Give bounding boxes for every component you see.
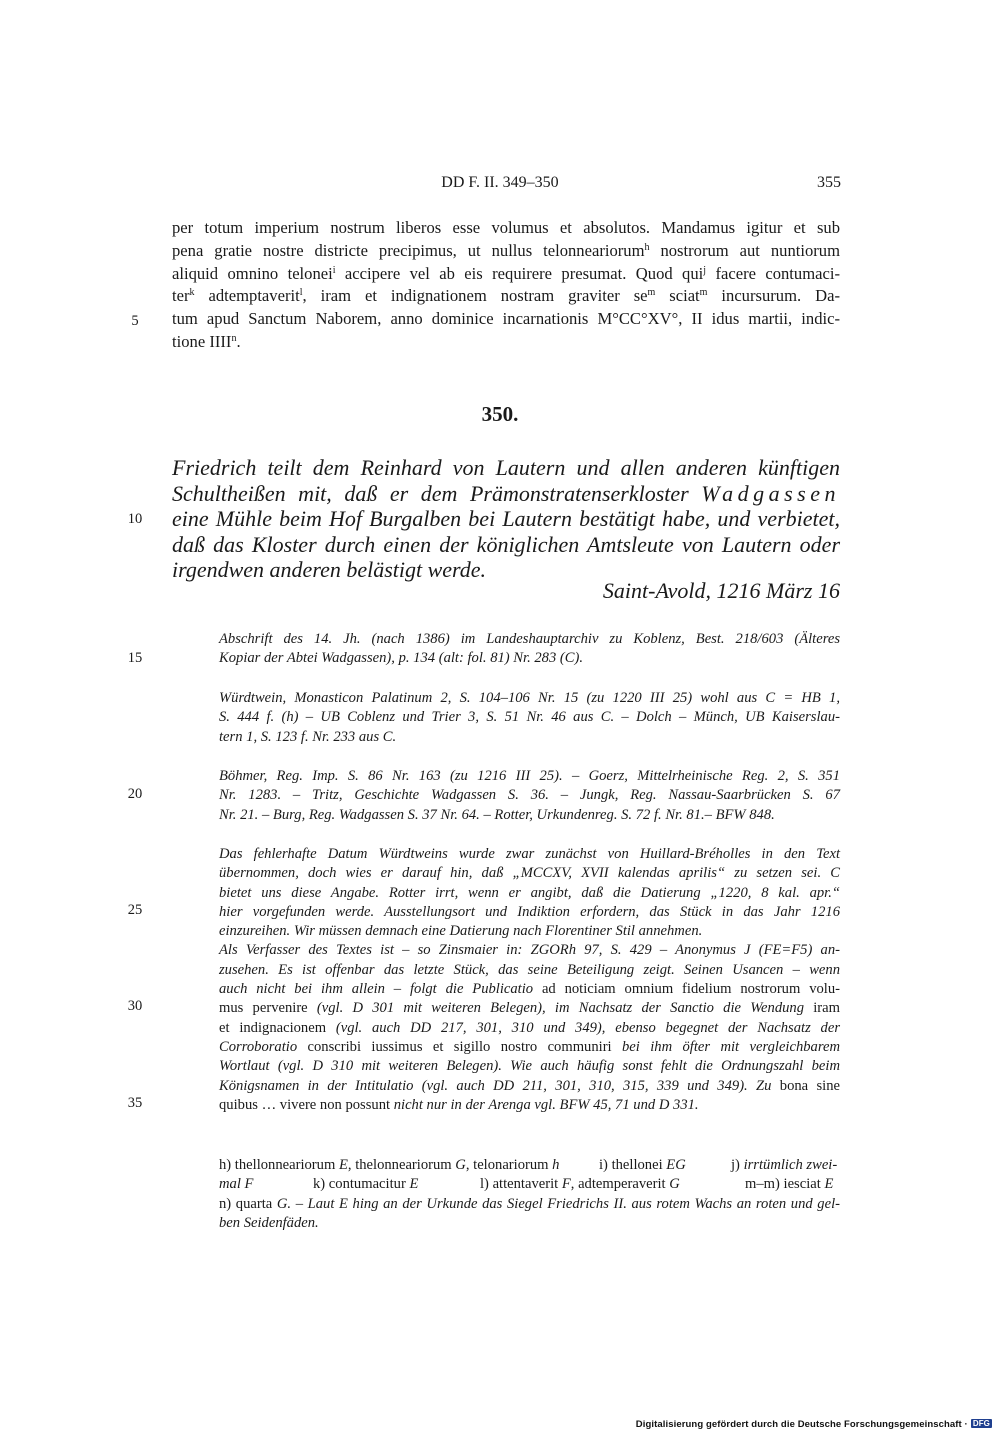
regest-line: irgendwen anderen belästigt werde. (172, 557, 487, 582)
regest-line: Schultheißen mit, daß er dem Prämonstratenserkloster Wadgassen (172, 480, 840, 506)
previous-document-text (172, 217, 840, 354)
text-line: tione IIII$^n$. (172, 331, 241, 351)
critical-apparatus (219, 1156, 840, 1233)
text-line: tum apud Sanctum Naborem, anno dominice incarnationis M°CC°XV°, II idus martii, indic- (172, 309, 840, 329)
text-line: per totum imperium nostrum liberos esse volumus et absolutos. Mandamus igitur et sub (172, 218, 840, 237)
line-number: 20 (127, 786, 143, 802)
footnote-marker: m (699, 287, 708, 299)
footnote-marker: i (332, 264, 336, 276)
regest-line: eine Mühle beim Hof Burgalben bei Lautern bestätigt habe, und verbietet, (172, 506, 840, 531)
line-number: 35 (127, 1095, 143, 1111)
document-number: 350. (481, 402, 519, 426)
place-name: Wadgassen (701, 480, 840, 506)
text-line: pena gratie nostre districte precipimus, ut nullus telonneariorum$^h$ nostrorum aut nuntiorum (172, 240, 840, 260)
line-number: 30 (127, 998, 143, 1014)
apparatus-line: mal F k) contumacitur E l) attentaverit F, adtemperaverit G m–m) iesciat E (219, 1176, 834, 1193)
commentary: Das fehlerhafte Datum Würdtweins wurde zwar zunächst von Huillard-Bréholles in den Text übernommen, doch wies er darauf hin, daß „MCCXV, XVII kalendas aprilis“ zu setzen sei. C bietet uns diese Angabe. Rotter irrt, wenn er angibt, daß die Datierung „1220, 8 kal. apr.“ hier vorgefunden werde. Ausstellungsort und Indiktion erfordern, das Stück in das Jahr 1216 einzureihen. Wir müssen demnach eine Datierung nach Florentiner Stil annehmen. Als Verfasser des Textes ist – so Zinsmaier in: ZGORh 97, S. 429 – Anonymus J (FE=F5) an- zusehen. Es ist offenbar das letzte Stück, das seine Beteiligung zeigt. Seinen Usancen – wenn auch nicht bei ihm allein – folgt die Publicatio ad noticiam omnium fidelium nostrorum volu- mus pervenire (vgl. D 301 mit weiteren Belegen), im Nachsatz der Sanctio die Wendung iram et indignacionem (vgl. auch DD 217, 301, 310 und 349), ebenso begegnet der Nachsatz der Corroboratio conscribi iussimus et sigillo nostro communiri bei ihm öfter mit vergleichbarem Wortlaut (vgl. D 310 mit weiteren Belegen). Wie auch häufig sonst fehlt die Ordnungszahl beim Königsnamen in der Intitulatio (vgl. auch DD 211, 301, 310, 315, 339 und 349). Zu bona sine quibus … vivere non possunt nicht nur in der Arenga vgl. BFW 45, 71 und D 331. (219, 846, 840, 1113)
dfg-logo: DFG (972, 1419, 990, 1428)
footnote-marker: k (189, 287, 195, 299)
funding-footer: Digitalisierung gefördert durch die Deutsche Forschungsgemeinschaft · DFG (635, 1419, 990, 1430)
footnote-marker: h (644, 241, 650, 253)
apparatus-line: ben Seidenfäden. (219, 1214, 319, 1231)
line-number: 15 (127, 650, 143, 666)
editions-note: Würdtwein, Monasticon Palatinum 2, S. 104–106 Nr. 15 (zu 1220 III 25) wohl aus C = HB 1, S. 444 f. (h) – UB Coblenz und Trier 3, S. 51 Nr. 46 aus C. – Dolch – Münch, UB Kaiserslau- tern 1, S. 123 f. Nr. 233 aus C. (219, 690, 840, 745)
running-title: DD F. II. 349–350 (441, 174, 559, 191)
regest-line: daß das Kloster durch einen der königlichen Amtsleute von Lautern oder (172, 531, 840, 557)
footnote-marker: j (703, 264, 707, 276)
footnote-marker: n (231, 332, 237, 344)
apparatus-line: h) thellonneariorum E, thelonneariorum G, telonariorum h i) thellonei EG j) irrtümlich zwei- (219, 1157, 838, 1173)
footnote-marker: l (299, 287, 303, 299)
apparatus-line: n) quarta G. – Laut E hing an der Urkunde das Siegel Friedrichs II. aus rotem Wachs an roten und gel- (219, 1195, 840, 1212)
line-number: 5 (131, 313, 139, 329)
dateline: Saint-Avold, 1216 März 16 (602, 578, 840, 603)
line-number: 10 (127, 511, 143, 527)
regesta-note: Böhmer, Reg. Imp. S. 86 Nr. 163 (zu 1216 III 25). – Goerz, Mittelrheinische Reg. 2, S. 351 Nr. 1283. – Tritz, Geschichte Wadgassen S. 36. – Jungk, Reg. Nassau-Saarbrücken S. 67 Nr. 21. – Burg, Reg. Wadgassen S. 37 Nr. 64. – Rotter, Urkundenreg. S. 72 f. Nr. 81.– BFW 848. (219, 768, 840, 823)
page-number: 355 (817, 174, 841, 191)
text-line: ter$^k$ adtemptaverit$^l$, iram et indignationem nostram graviter $se^m$ sciat$^m$ incursurum. Da- (172, 286, 840, 306)
line-number: 25 (127, 902, 143, 918)
text-line: aliquid omnino telonei$^i$ accipere vel ab eis requirere presumat. Quod qui$^j$ facere contumaci- (172, 263, 840, 283)
transmission-note: Abschrift des 14. Jh. (nach 1386) im Landeshauptarchiv zu Koblenz, Best. 218/603 (Älteres Kopiar der Abtei Wadgassen), p. 134 (alt: fol. 81) Nr. 283 (C). (219, 631, 840, 667)
regest-line: Friedrich teilt dem Reinhard von Lautern und allen anderen künftigen (172, 455, 840, 480)
regest (172, 455, 840, 583)
footnote-marker: m (647, 287, 656, 299)
